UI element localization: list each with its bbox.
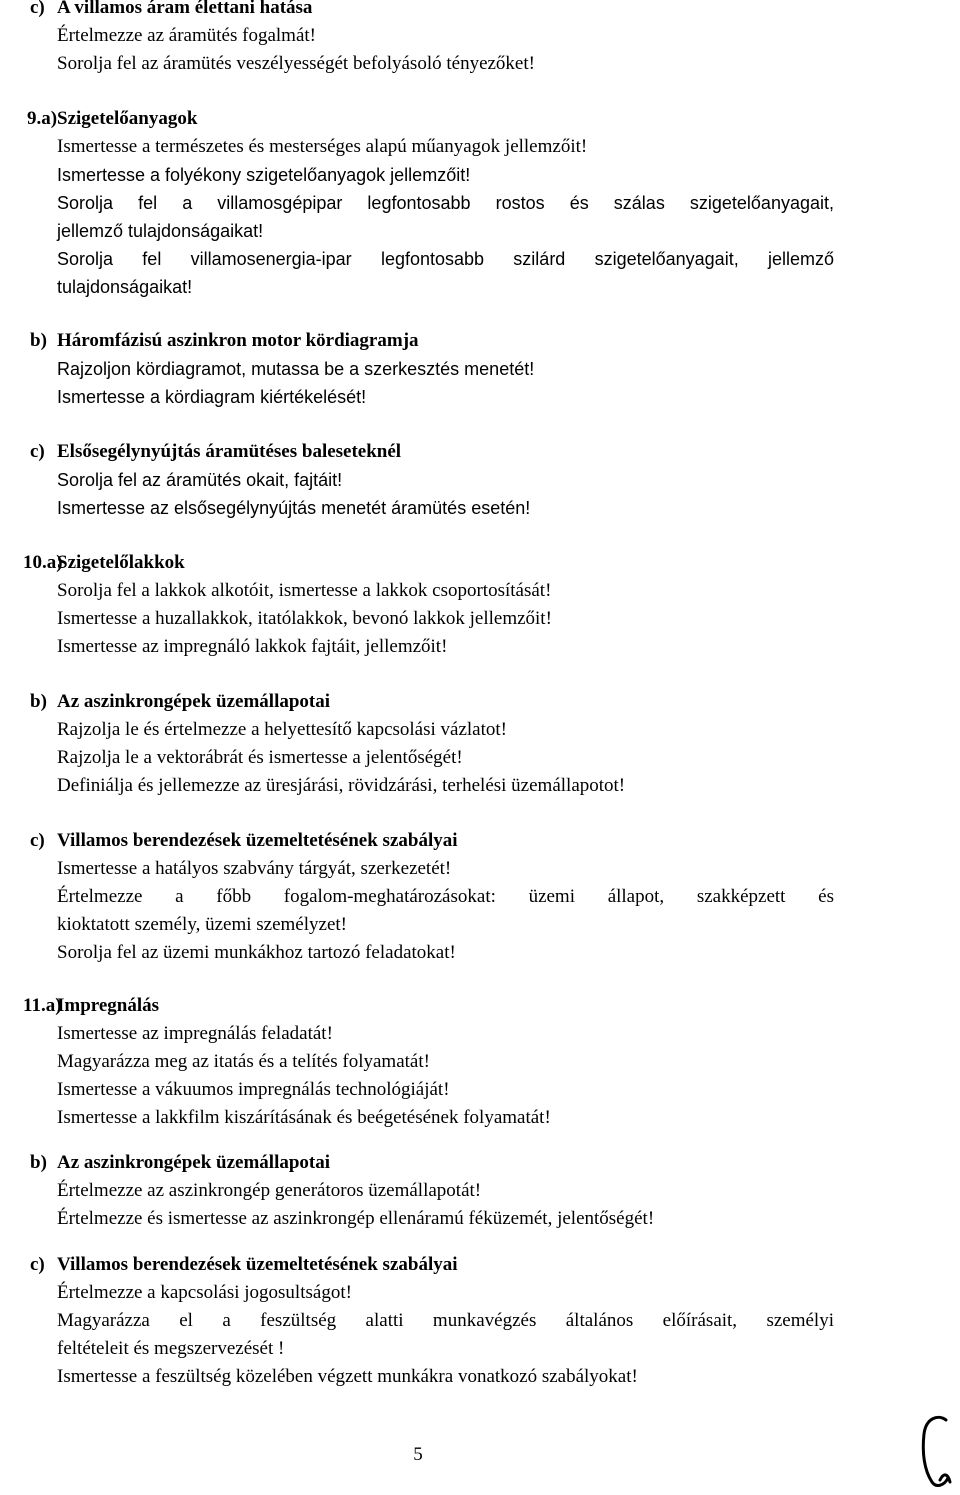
section-label: b) (30, 691, 47, 712)
section-title: Villamos berendezések üzemeltetésének szabályai (57, 830, 458, 851)
section-label: c) (30, 830, 45, 851)
section-label: c) (30, 0, 45, 18)
section-line: Rajzoljon kördiagramot, mutassa be a szerkesztés menetét! (57, 359, 535, 379)
section-line: Sorolja fel a villamosgépipar legfontosabb rostos és szálas szigetelőanyagait, (57, 193, 834, 213)
section-label: c) (30, 1254, 45, 1275)
section-line: Definiálja és jellemezze az üresjárási, rövidzárási, terhelési üzemállapotot! (57, 775, 626, 796)
section-line: Rajzolja le és értelmezze a helyettesítő kapcsolási vázlatot! (57, 719, 507, 740)
section-line: Ismertesse a kördiagram kiértékelését! (57, 387, 367, 407)
section-line: Ismertesse az elsősegélynyújtás menetét áramütés esetén! (57, 498, 531, 518)
section-line: Magyarázza meg az itatás és a telítés folyamatát! (57, 1051, 430, 1072)
section-line: Ismertesse a természetes és mesterséges alapú műanyagok jellemzőit! (57, 136, 588, 157)
section-line: Ismertesse az impregnálás feladatát! (57, 1023, 333, 1044)
section-line: Sorolja fel az üzemi munkákhoz tartozó feladatokat! (57, 942, 456, 963)
section-label: 11.a) (23, 995, 62, 1016)
section-title: Szigetelőlakkok (57, 552, 185, 573)
section-line: feltételeit és megszervezését ! (57, 1338, 285, 1359)
section-label: 9.a) (27, 108, 58, 129)
section-line: Sorolja fel az áramütés veszélyességét befolyásoló tényezőket! (57, 53, 535, 74)
section-line: Sorolja fel a lakkok alkotóit, ismertesse a lakkok csoportosítását! (57, 580, 552, 601)
section-line: Ismertesse a huzallakkok, itatólakkok, bevonó lakkok jellemzőit! (57, 608, 552, 629)
section-title: Szigetelőanyagok (57, 108, 198, 129)
section-line: Értelmezze és ismertesse az aszinkrongép ellenáramú féküzemét, jelentőségét! (57, 1208, 655, 1229)
section-line: Értelmezze a főbb fogalom-meghatározásokat: üzemi állapot, szakképzett és (57, 886, 834, 907)
section-label: b) (30, 1152, 47, 1173)
section-line: Rajzolja le a vektorábrát és ismertesse a jelentőségét! (57, 747, 463, 768)
section-title: Az aszinkrongépek üzemállapotai (57, 1152, 331, 1173)
section-line: Ismertesse a folyékony szigetelőanyagok jellemzőit! (57, 165, 471, 185)
section-line: kioktatott személy, üzemi személyzet! (57, 914, 347, 935)
section-title: Impregnálás (57, 995, 160, 1016)
section-line: Magyarázza el a feszültség alatti munkavégzés általános előírásait, személyi (57, 1310, 834, 1331)
section-line: Sorolja fel az áramütés okait, fajtáit! (57, 470, 343, 490)
handwritten-signature (916, 1412, 956, 1495)
section-line: Ismertesse az impregnáló lakkok fajtáit, jellemzőit! (57, 636, 448, 657)
section-line: Ismertesse a lakkfilm kiszárításának és beégetésének folyamatát! (57, 1107, 551, 1128)
section-line: Értelmezze az áramütés fogalmát! (57, 25, 316, 46)
page-number: 5 (413, 1444, 423, 1465)
section-line: tulajdonságaikat! (57, 277, 193, 297)
section-line: Ismertesse a vákuumos impregnálás technológiáját! (57, 1079, 450, 1100)
section-title: Villamos berendezések üzemeltetésének szabályai (57, 1254, 458, 1275)
section-title: Háromfázisú aszinkron motor kördiagramja (57, 330, 419, 351)
section-title: Az aszinkrongépek üzemállapotai (57, 691, 331, 712)
section-label: c) (30, 441, 45, 462)
section-label: b) (30, 330, 47, 351)
section-label: 10.a) (23, 552, 63, 573)
section-line: Ismertesse a hatályos szabvány tárgyát, szerkezetét! (57, 858, 452, 879)
section-line: Értelmezze a kapcsolási jogosultságot! (57, 1282, 352, 1303)
section-title: A villamos áram élettani hatása (57, 0, 313, 18)
section-line: jellemző tulajdonságaikat! (57, 221, 264, 241)
section-line: Értelmezze az aszinkrongép generátoros üzemállapotát! (57, 1180, 482, 1201)
section-title: Elsősegélynyújtás áramütéses baleseteknél (57, 441, 402, 462)
section-line: Sorolja fel villamosenergia-ipar legfontosabb szilárd szigetelőanyagait, jellemző (57, 249, 834, 269)
section-line: Ismertesse a feszültség közelében végzett munkákra vonatkozó szabályokat! (57, 1366, 638, 1387)
